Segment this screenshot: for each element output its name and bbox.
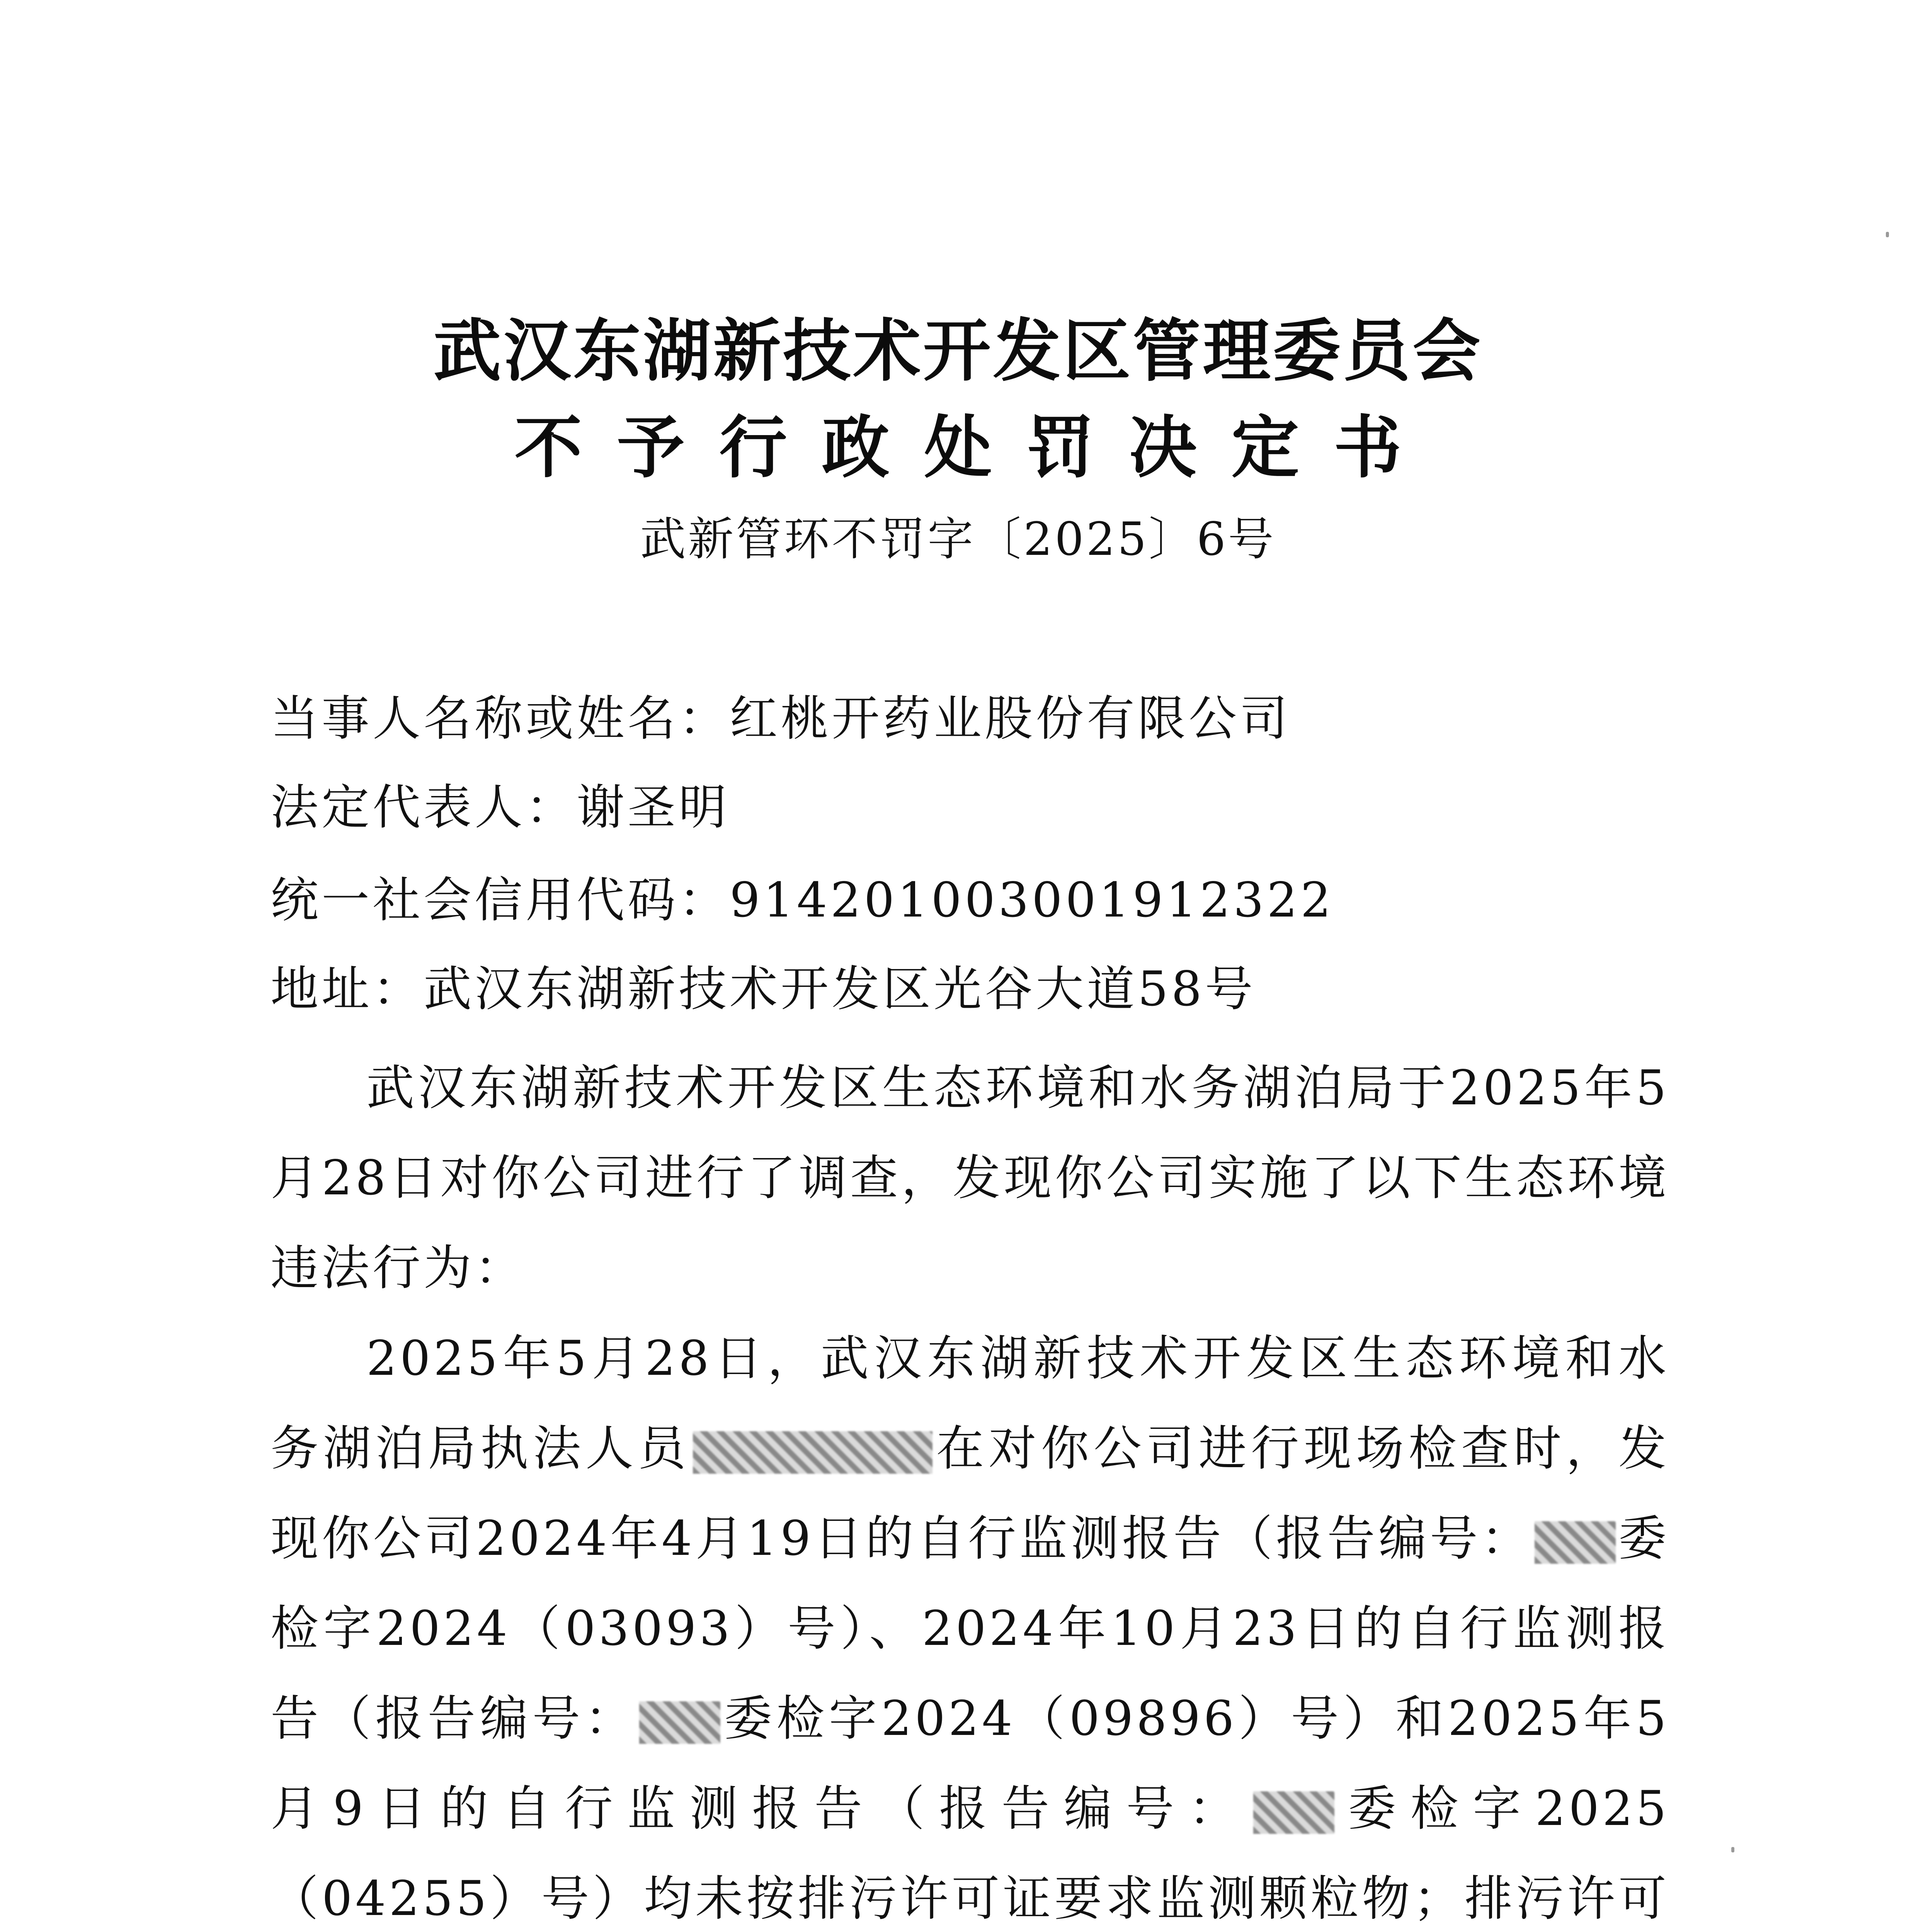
legal-representative-label: 法定代表人： [271,780,577,835]
issuer-title: 武汉东湖新技术开发区管理委员会 [433,312,1483,391]
credit-code-line [271,869,1334,931]
facts-text-b: 在对你公司进行现场检查时，发现你公司2024年4月19日的自行监测报告（报告编号： [271,1421,1669,1566]
scan-speck [1731,1847,1734,1852]
credit-code-label: 统一社会信用代码： [271,872,730,928]
facts-text-a: 2025年5月28日，武汉东湖新技术开发区生态环境和水务湖泊局执法人员 [271,1331,1669,1476]
redacted-report-prefix [1535,1521,1616,1564]
document-number: 武新管环不罚字〔2025〕6号 [640,512,1276,566]
party-name-line [271,688,1291,750]
legal-representative-value: 谢圣明 [577,780,730,835]
violation-facts-paragraph [271,1314,1669,1932]
redacted-report-prefix [639,1701,720,1744]
facts-text-e: 委检字2025（04255）号）均未按排污许可证要求监测颗粒物；排污许可 [271,1781,1669,1927]
credit-code-value: 914201003001912322 [730,872,1334,928]
address-label: 地址： [271,961,424,1017]
address-line [271,958,1256,1020]
scan-speck [1886,232,1889,237]
investigation-paragraph: 武汉东湖新技术开发区生态环境和水务湖泊局于2025年5月28日对你公司进行了调查，发现你公司实施了以下生态环境违法行为： [271,1060,1669,1296]
legal-representative-line [271,777,730,838]
facts-text-d: 委检字2024（09896）号）和2025年5月9日的自行监测报告（报告编号： [271,1691,1669,1837]
redacted-officer-names [693,1431,932,1474]
facts-text-c: 委检字2024（03093）号）、2024年10月23日的自行监测报告（报告编号： [271,1511,1669,1747]
party-name-value: 红桃开药业股份有限公司 [730,691,1291,747]
party-name-label: 当事人名称或姓名： [271,691,730,747]
address-value: 武汉东湖新技术开发区光谷大道58号 [424,961,1256,1017]
document-type-title: 不予行政处罚决定书 [514,409,1436,487]
redacted-report-prefix [1253,1791,1334,1834]
